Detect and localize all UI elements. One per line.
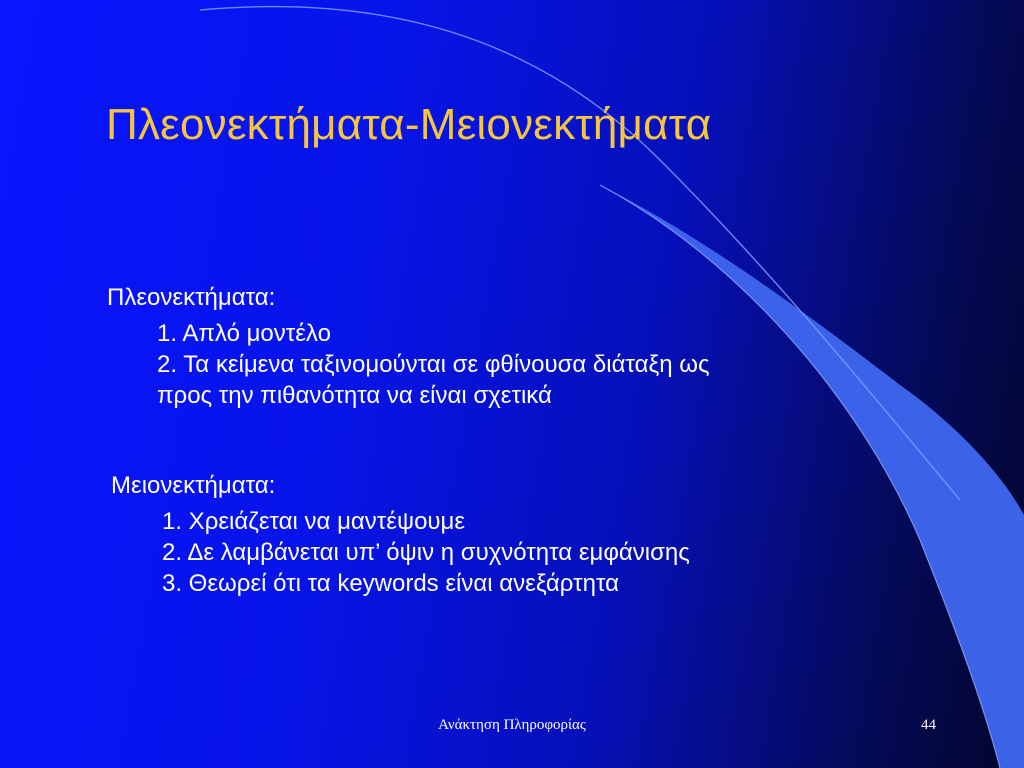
list-item: 2. Τα κείμενα ταξινομούνται σε φθίνουσα διάταξη ως [157,351,710,378]
list-item: 2. Δε λαμβάνεται υπ’ όψιν η συχνότητα εμφάνισης [162,539,690,566]
footer-text: Ανάκτηση Πληροφορίας [438,717,586,733]
page-number: 44 [921,717,936,733]
list-item: προς την πιθανότητα να είναι σχετικά [157,382,552,409]
disadvantages-section [111,470,690,599]
slide-title: Πλεονεκτήματα-Μειονεκτήματα [106,100,712,149]
advantages-heading: Πλεονεκτήματα: [107,284,276,311]
list-item: 3. Θεωρεί ότι τα keywords είναι ανεξάρτητα [162,570,619,597]
background-curve-line-upper [200,7,960,500]
list-item: 1. Απλό μοντέλο [157,320,331,347]
advantages-section [107,282,710,411]
disadvantages-list [162,506,690,599]
advantages-list [157,318,710,411]
disadvantages-heading: Μειονεκτήματα: [111,472,276,499]
list-item: 1. Χρειάζεται να μαντέψουμε [162,508,466,535]
